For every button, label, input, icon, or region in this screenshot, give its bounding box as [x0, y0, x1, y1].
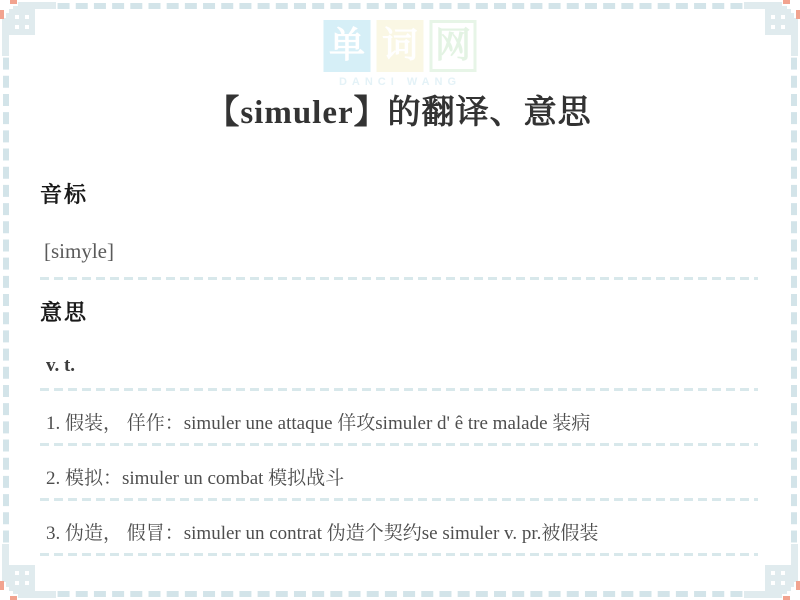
meaning-heading: 意思 [40, 300, 89, 325]
meaning-item: 1. 假装， 佯作：simuler une attaque 佯攻simuler d' ê tre malade 装病 [46, 413, 591, 434]
logo-caption: DANCI WANG [338, 76, 462, 88]
logo-block-dan: 单 [324, 20, 371, 72]
dashed-divider [40, 277, 758, 280]
phonetic-value: [simyle] [44, 239, 114, 263]
phonetic-heading: 音标 [40, 182, 89, 207]
dashed-divider [40, 553, 758, 556]
meaning-item: 2. 模拟：simuler un combat 模拟战斗 [46, 468, 345, 489]
logo-block-wang: 网 [430, 20, 477, 72]
logo-block-ci: 词 [377, 20, 424, 72]
meaning-item: 3. 伪造， 假冒：simuler un contrat 伪造个契约se simuler v. pr.被假装 [46, 523, 599, 544]
page-title: 【simuler】的翻译、意思 [206, 95, 592, 131]
part-of-speech: v. t. [46, 355, 76, 376]
